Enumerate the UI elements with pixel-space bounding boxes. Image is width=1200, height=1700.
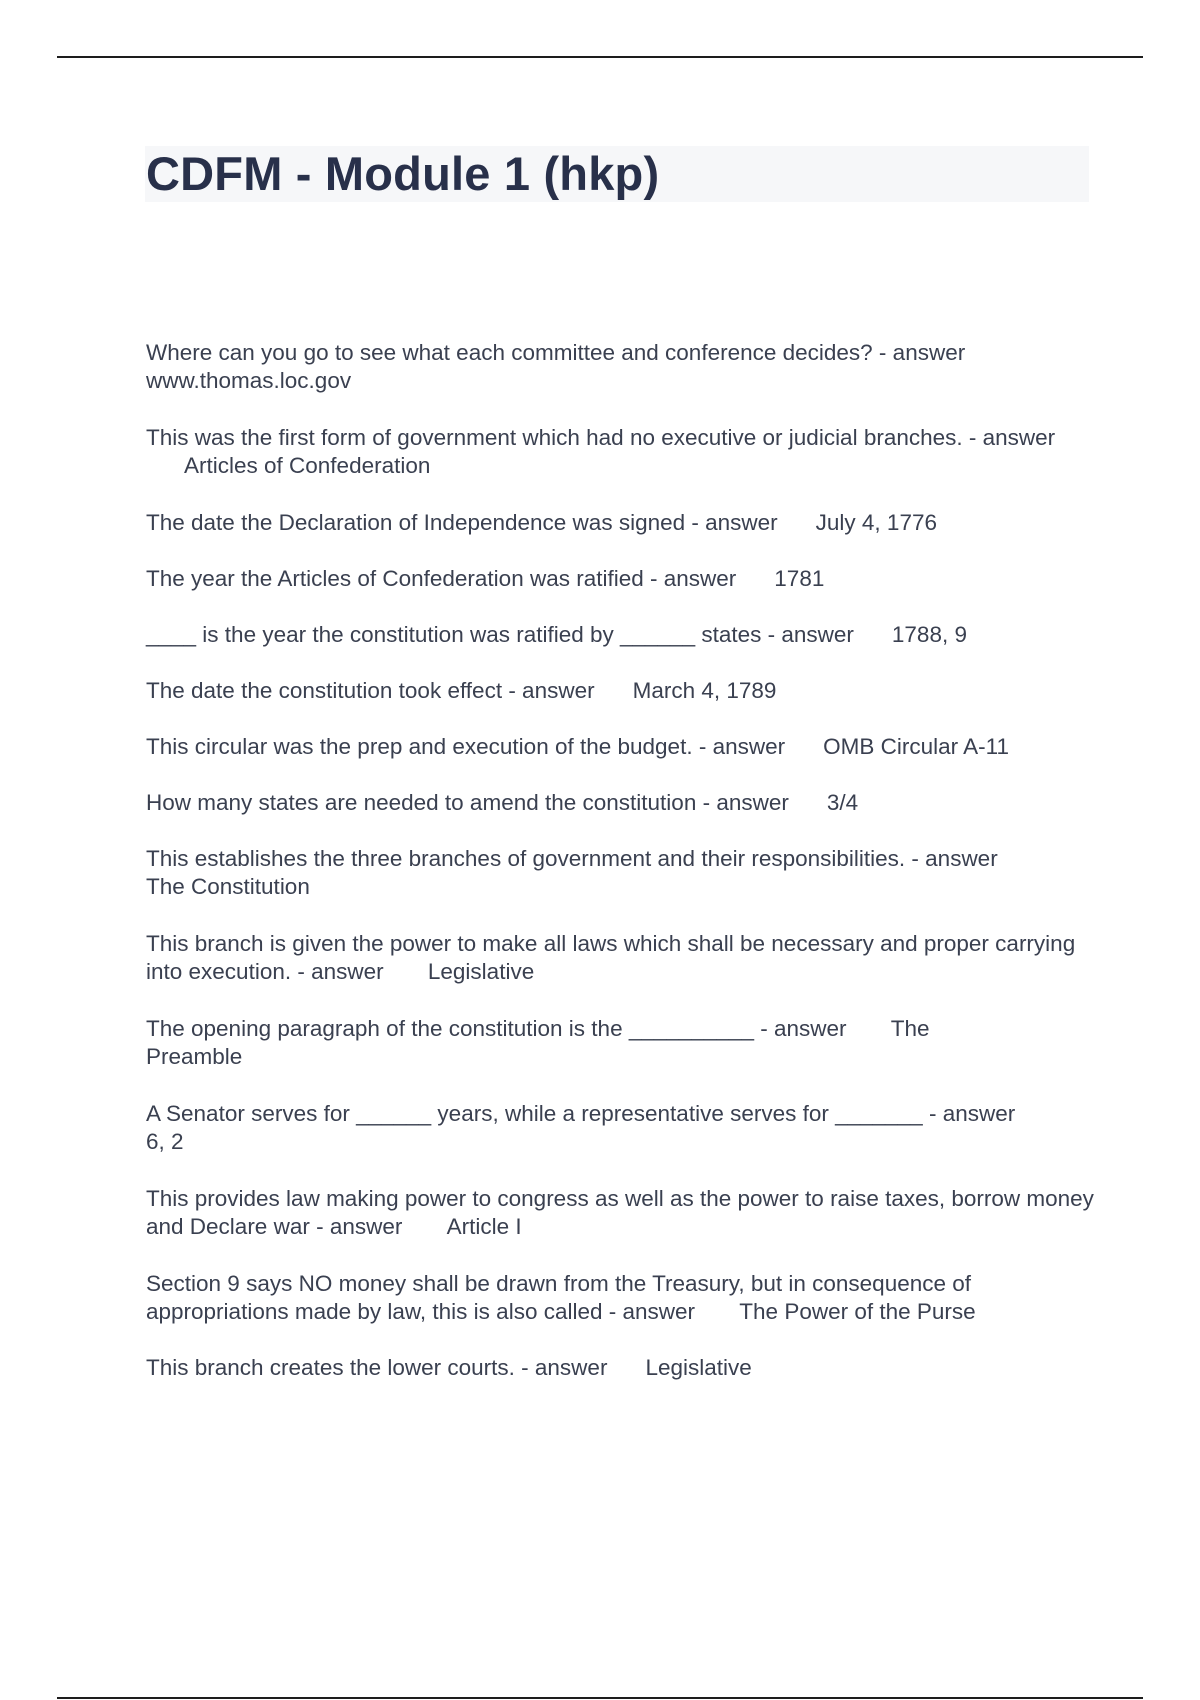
top-divider bbox=[57, 56, 1143, 58]
qa-question: A Senator serves for ______ years, while a representative serves for _______ - answer bbox=[146, 1101, 1016, 1126]
qa-question: Where can you go to see what each committee and conference decides? - answer bbox=[146, 340, 966, 365]
qa-answer: The Constitution bbox=[146, 874, 310, 899]
qa-item bbox=[146, 565, 1096, 593]
qa-item bbox=[146, 789, 1096, 817]
qa-answer: Articles of Confederation bbox=[184, 453, 431, 478]
qa-answer: OMB Circular A-11 bbox=[823, 734, 1009, 759]
qa-item bbox=[146, 733, 1096, 761]
qa-answer: March 4, 1789 bbox=[632, 678, 777, 703]
qa-item bbox=[146, 509, 1096, 537]
qa-item bbox=[146, 1354, 1096, 1382]
qa-answer: 6, 2 bbox=[146, 1129, 184, 1154]
qa-question: Section 9 says NO money shall be drawn from the Treasury, but in consequence of appropriations made by law, this is also called - answer bbox=[146, 1271, 972, 1324]
qa-item bbox=[146, 339, 1096, 395]
qa-answer: 3/4 bbox=[826, 790, 859, 815]
qa-question: This establishes the three branches of government and their responsibilities. - answer bbox=[146, 846, 998, 871]
qa-answer: The Preamble bbox=[146, 1016, 930, 1069]
qa-answer: Article I bbox=[446, 1214, 522, 1239]
qa-question: This branch is given the power to make all laws which shall be necessary and proper carrying into execution. - answer bbox=[146, 931, 1076, 984]
qa-answer: www.thomas.loc.gov bbox=[146, 368, 352, 393]
qa-item bbox=[146, 1015, 986, 1071]
qa-item bbox=[146, 845, 1096, 901]
qa-answer: Legislative bbox=[645, 1355, 752, 1380]
qa-item bbox=[146, 424, 1096, 480]
qa-item bbox=[146, 1185, 1096, 1241]
qa-answer: 1781 bbox=[774, 566, 825, 591]
qa-answer: 1788, 9 bbox=[891, 622, 967, 647]
qa-item bbox=[146, 1270, 1096, 1326]
qa-question: The date the Declaration of Independence was signed - answer bbox=[146, 510, 778, 535]
qa-answer: July 4, 1776 bbox=[815, 510, 937, 535]
qa-question: This was the first form of government which had no executive or judicial branches. - answer bbox=[146, 425, 1056, 450]
page-title: CDFM - Module 1 (hkp) bbox=[146, 147, 660, 200]
qa-item bbox=[146, 1100, 1096, 1156]
qa-item bbox=[146, 621, 1096, 649]
qa-question: The opening paragraph of the constitution is the __________ - answer bbox=[146, 1016, 847, 1041]
qa-question: This circular was the prep and execution of the budget. - answer bbox=[146, 734, 786, 759]
qa-item bbox=[146, 930, 1096, 986]
qa-question: How many states are needed to amend the constitution - answer bbox=[146, 790, 789, 815]
qa-question: This branch creates the lower courts. - answer bbox=[146, 1355, 608, 1380]
qa-question: ____ is the year the constitution was ratified by ______ states - answer bbox=[146, 622, 854, 647]
qa-question: This provides law making power to congress as well as the power to raise taxes, borrow money and Declare war - answer bbox=[146, 1186, 1094, 1239]
qa-answer: Legislative bbox=[427, 959, 535, 984]
qa-list bbox=[146, 339, 1096, 1382]
qa-question: The date the constitution took effect - answer bbox=[146, 678, 595, 703]
bottom-divider bbox=[57, 1697, 1143, 1699]
qa-answer: The Power of the Purse bbox=[739, 1299, 976, 1324]
qa-item bbox=[146, 677, 1096, 705]
qa-question: The year the Articles of Confederation was ratified - answer bbox=[146, 566, 737, 591]
